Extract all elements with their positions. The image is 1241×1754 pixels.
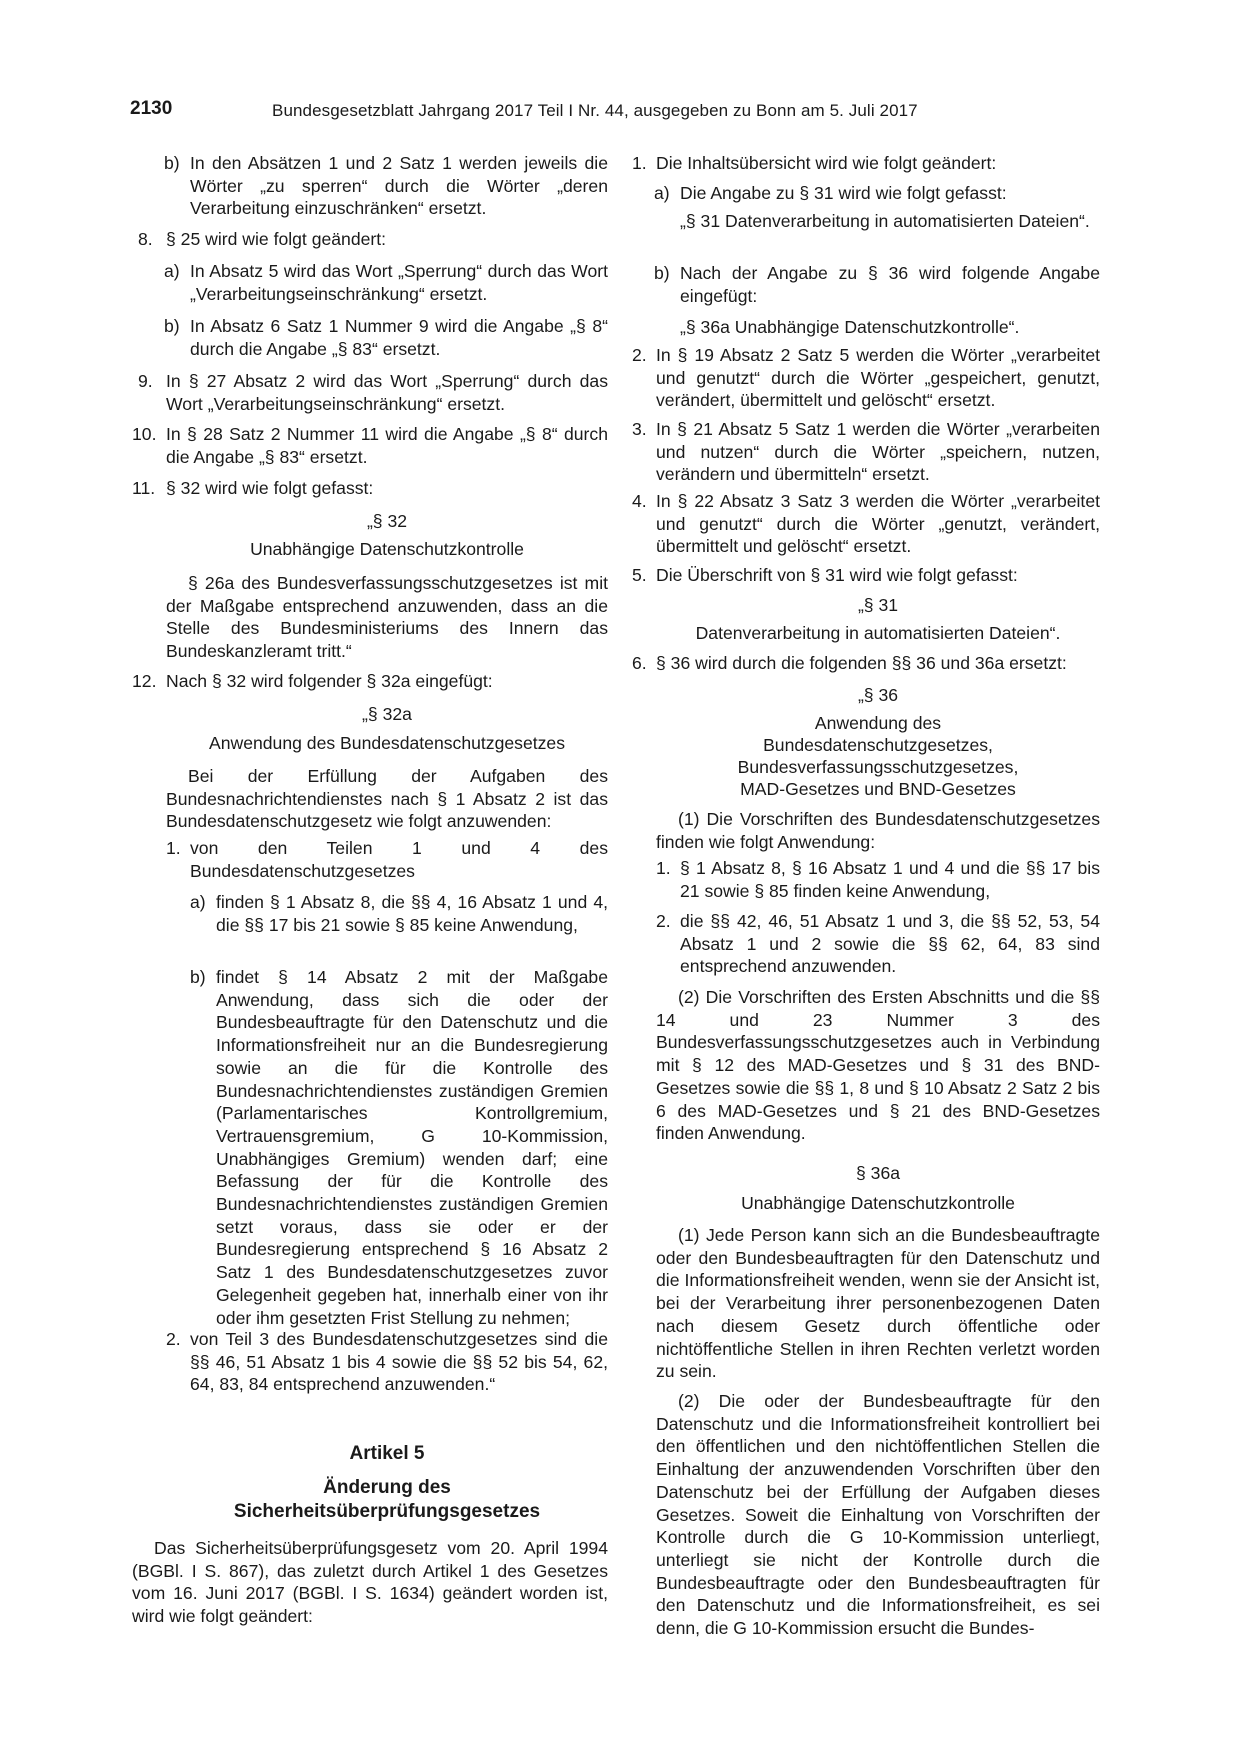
paragraph: § 32 wird wie folgt gefasst: (166, 478, 374, 498)
paragraph: (1) Jede Person kann sich an die Bundesbeauftragte oder den Bundesbeauftragten für den Datenschutz und die Informationsfreiheit wenden, wenn sie der Ansicht ist, bei der Verarbeitung ihrer personenbezogenen Daten nach diesem Gesetz durch öffentliche oder nichtöffentliche Stellen in ihren Rechten verletzt worden zu sein. (656, 1225, 1100, 1382)
list-item: 12. Nach § 32 wird folgender § 32a eingefügt: (132, 671, 493, 691)
paragraph: § 25 wird wie folgt geändert: (166, 229, 387, 249)
paragraph: In § 22 Absatz 3 Satz 3 werden die Wörter „verarbeitet und genutzt“ durch die Wörter „genutzt, verändert, übermittelt und gelöscht“ ersetzt. (656, 491, 1100, 557)
paragraph: Das Sicherheitsüberprüfungsgesetz vom 20. April 1994 (BGBl. I S. 867), das zuletzt durch Artikel 1 des Gesetzes vom 16. Juni 2017 (BGBl. I S. 1634) geändert worden ist, wird wie folgt geändert: (132, 1538, 608, 1627)
list-item: 4. In § 22 Absatz 3 Satz 3 werden die Wörter „verarbeitet und genutzt“ durch die Wörter „genutzt, verändert, übermittelt und gelöscht“ ersetzt. (632, 491, 1100, 557)
article-title: Sicherheitsüberprüfungsgesetzes (233, 1501, 541, 1522)
section-title: Datenverarbeitung in automatisierten Dateien“. (695, 623, 1061, 643)
paragraph: § 1 Absatz 8, § 16 Absatz 1 und 4 und die §§ 17 bis 21 sowie § 85 finden keine Anwendung, (680, 858, 1100, 901)
quoted-entry: „§ 36a Unabhängige Datenschutzkontrolle“. (680, 317, 1020, 337)
paragraph: In Absatz 6 Satz 1 Nummer 9 wird die Angabe „§ 8“ durch die Angabe „§ 83“ ersetzt. (190, 316, 608, 359)
section-title: Anwendung des Bundesdatenschutzgesetzes (208, 733, 566, 753)
list-item: 1. Die Inhaltsübersicht wird wie folgt geändert: (632, 153, 997, 173)
paragraph: die §§ 42, 46, 51 Absatz 1 und 3, die §§ 52, 53, 54 Absatz 1 und 2 sowie die §§ 62, 64, 83 sind entsprechend anzuwenden. (680, 911, 1100, 977)
list-item: 6. § 36 wird durch die folgenden §§ 36 und 36a ersetzt: (632, 653, 1067, 673)
list-item: 1. von den Teilen 1 und 4 des Bundesdatenschutzgesetzes (166, 838, 608, 881)
paragraph: Nach § 32 wird folgender § 32a eingefügt: (166, 671, 493, 691)
list-item: a) finden § 1 Absatz 8, die §§ 4, 16 Absatz 1 und 4, die §§ 17 bis 21 sowie § 85 keine Anwendung, (190, 892, 608, 935)
list-item: b) Nach der Angabe zu § 36 wird folgende Angabe eingefügt: (654, 263, 1100, 306)
article-title: Änderung des (323, 1477, 451, 1498)
paragraph: In § 28 Satz 2 Nummer 11 wird die Angabe „§ 8“ durch die Angabe „§ 83“ ersetzt. (166, 424, 608, 467)
paragraph: von Teil 3 des Bundesdatenschutzgesetzes sind die §§ 46, 51 Absatz 1 bis 4 sowie die §§ 52 bis 54, 62, 64, 83, 84 entsprechend anzuwenden.“ (190, 1329, 608, 1395)
list-item: 10. In § 28 Satz 2 Nummer 11 wird die Angabe „§ 8“ durch die Angabe „§ 83“ ersetzt. (132, 424, 608, 467)
section-number: „§ 31 (857, 595, 899, 615)
list-item: a) Die Angabe zu § 31 wird wie folgt gefasst: (654, 183, 1007, 203)
list-item: b) In Absatz 6 Satz 1 Nummer 9 wird die Angabe „§ 8“ durch die Angabe „§ 83“ ersetzt. (164, 316, 608, 359)
paragraph: finden § 1 Absatz 8, die §§ 4, 16 Absatz 1 und 4, die §§ 17 bis 21 sowie § 85 keine Anwendung, (216, 892, 608, 935)
paragraph: findet § 14 Absatz 2 mit der Maßgabe Anwendung, dass sich die oder der Bundesbeauftragte für den Datenschutz und die Informationsfreiheit nur an die Bundesregierung sowie an die für die Kontrolle des Bundesnachrichtendienstes zuständigen Gremien (Parlamentarisches Kontrollgremium, Vertrauensgremium, G 10-Kommission, Unabhängiges Gremium) wenden darf; eine Befassung der für die Kontrolle des Bundesnachrichtendienstes zuständigen Gremien setzt voraus, dass sie oder er der Bundesregierung entsprechend § 16 Absatz 2 Satz 1 des Bundesdatenschutzgesetzes zuvor Gelegenheit gegeben hat, innerhalb einer von ihr oder ihm gesetzten Frist Stellung zu nehmen; (216, 967, 608, 1328)
paragraph: Die Überschrift von § 31 wird wie folgt gefasst: (656, 565, 1018, 585)
section-title: Bundesverfassungsschutzgesetzes, (737, 757, 1019, 777)
section-number: § 36a (855, 1163, 901, 1183)
list-item: a) In Absatz 5 wird das Wort „Sperrung“ durch das Wort „Verarbeitungseinschränkung“ ersetzt. (164, 261, 608, 304)
paragraph: Die Angabe zu § 31 wird wie folgt gefasst: (680, 183, 1007, 203)
paragraph: In den Absätzen 1 und 2 Satz 1 werden jeweils die Wörter „zu sperren“ durch die Wörter „deren Verarbeitung einzuschränken“ ersetzt. (190, 153, 608, 219)
list-item: 2. von Teil 3 des Bundesdatenschutzgesetzes sind die §§ 46, 51 Absatz 1 bis 4 sowie die §§ 52 bis 54, 62, 64, 83, 84 entsprechend anzuwenden.“ (166, 1329, 608, 1395)
paragraph: (1) Die Vorschriften des Bundesdatenschutzgesetzes finden wie folgt Anwendung: (656, 809, 1100, 852)
paragraph: Bei der Erfüllung der Aufgaben des Bundesnachrichtendienstes nach § 1 Absatz 2 ist das Bundesdatenschutzgesetz wie folgt anzuwenden: (166, 766, 608, 832)
paragraph: Nach der Angabe zu § 36 wird folgende Angabe eingefügt: (680, 263, 1100, 306)
paragraph: (2) Die oder der Bundesbeauftragte für den Datenschutz und die Informationsfreiheit kontrolliert bei den öffentlichen und den nichtöffentlichen Stellen die Einhaltung der anzuwendenden Vorschriften über den Datenschutz bei der Erfüllung der Aufgaben dieses Gesetzes. Soweit die Einhaltung von Vorschriften der Kontrolle durch die G 10-Kommission unterliegt, unterliegt sie nicht der Kontrolle durch die Bundesbeauftragte oder den Bundesbeauftragten für den Datenschutz und die Informationsfreiheit, es sei denn, die G 10-Kommission ersucht die Bundes- (656, 1391, 1100, 1639)
list-item: 2. die §§ 42, 46, 51 Absatz 1 und 3, die §§ 52, 53, 54 Absatz 1 und 2 sowie die §§ 62, 64, 83 sind entsprechend anzuwenden. (656, 911, 1100, 977)
paragraph: Die Inhaltsübersicht wird wie folgt geändert: (656, 153, 997, 173)
quoted-entry: „§ 31 Datenverarbeitung in automatisierten Dateien“. (680, 211, 1090, 231)
list-item: 11. § 32 wird wie folgt gefasst: (132, 478, 374, 498)
paragraph: § 36 wird durch die folgenden §§ 36 und 36a ersetzt: (656, 653, 1067, 673)
list-item: 3. In § 21 Absatz 5 Satz 1 werden die Wörter „verarbeiten und nutzen“ durch die Wörter „speichern, nutzen, verändern und übermitteln“ ersetzt. (632, 419, 1100, 485)
list-item: 2. In § 19 Absatz 2 Satz 5 werden die Wörter „verarbeitet und genutzt“ durch die Wörter „gespeichert, genutzt, verändert, übermittelt und gelöscht“ ersetzt. (632, 345, 1100, 411)
list-item: b) In den Absätzen 1 und 2 Satz 1 werden jeweils die Wörter „zu sperren“ durch die Wörter „deren Verarbeitung einzuschränken“ ersetzt. (164, 153, 608, 219)
article-heading: Artikel 5 (349, 1443, 425, 1464)
section-title: Unabhängige Datenschutzkontrolle (250, 539, 524, 559)
paragraph: von den Teilen 1 und 4 des Bundesdatenschutzgesetzes (190, 838, 608, 881)
page-number: 2130 (130, 98, 173, 119)
section-number: „§ 36 (857, 685, 899, 705)
paragraph: (2) Die Vorschriften des Ersten Abschnitts und die §§ 14 und 23 Nummer 3 des Bundesverfassungsschutzgesetzes auch in Verbindung mit § 12 des MAD-Gesetzes und § 31 des BND-Gesetzes sowie die §§ 1, 8 und § 10 Absatz 2 Satz 2 bis 6 des MAD-Gesetzes und § 21 des BND-Gesetzes finden Anwendung. (656, 987, 1100, 1144)
paragraph: In § 27 Absatz 2 wird das Wort „Sperrung“ durch das Wort „Verarbeitungseinschränkung“ ersetzt. (166, 371, 608, 414)
list-item: 8. § 25 wird wie folgt geändert: (138, 229, 387, 249)
list-item: b) findet § 14 Absatz 2 mit der Maßgabe Anwendung, dass sich die oder der Bundesbeauftragte für den Datenschutz und die Informationsfreiheit nur an die Bundesregierung sowie an die für die Kontrolle des Bundesnachrichtendienstes zuständigen Gremien (Parlamentarisches Kontrollgremium, Vertrauensgremium, G 10-Kommission, Unabhängiges Gremium) wenden darf; eine Befassung der für die Kontrolle des Bundesnachrichtendienstes zuständigen Gremien setzt voraus, dass sie oder er der Bundesregierung entsprechend § 16 Absatz 2 Satz 1 des Bundesdatenschutzgesetzes zuvor Gelegenheit gegeben hat, innerhalb einer von ihr oder ihm gesetzten Frist Stellung zu nehmen; (190, 967, 608, 1328)
list-item: 5. Die Überschrift von § 31 wird wie folgt gefasst: (632, 565, 1018, 585)
paragraph: § 26a des Bundesverfassungsschutzgesetzes ist mit der Maßgabe entsprechend anzuwenden, dass an die Stelle des Bundesministeriums des Innern das Bundeskanzleramt tritt.“ (166, 573, 608, 662)
list-item: 9. In § 27 Absatz 2 wird das Wort „Sperrung“ durch das Wort „Verarbeitungseinschränkung“ ersetzt. (138, 371, 608, 414)
paragraph: In § 21 Absatz 5 Satz 1 werden die Wörter „verarbeiten und nutzen“ durch die Wörter „speichern, nutzen, verändern und übermitteln“ ersetzt. (656, 419, 1100, 485)
paragraph: In § 19 Absatz 2 Satz 5 werden die Wörter „verarbeitet und genutzt“ durch die Wörter „gespeichert, genutzt, verändert, übermittelt und gelöscht“ ersetzt. (656, 345, 1100, 411)
section-number: „§ 32 (366, 511, 408, 531)
section-number: „§ 32a (362, 704, 412, 724)
paragraph: In Absatz 5 wird das Wort „Sperrung“ durch das Wort „Verarbeitungseinschränkung“ ersetzt. (190, 261, 608, 304)
gazette-header: Bundesgesetzblatt Jahrgang 2017 Teil I Nr. 44, ausgegeben zu Bonn am 5. Juli 2017 (272, 101, 918, 120)
section-title: Anwendung des (814, 713, 942, 733)
section-title: Bundesdatenschutzgesetzes, (763, 735, 993, 755)
list-item: 1. § 1 Absatz 8, § 16 Absatz 1 und 4 und die §§ 17 bis 21 sowie § 85 finden keine Anwendung, (656, 858, 1100, 901)
section-title: MAD-Gesetzes und BND-Gesetzes (740, 779, 1016, 799)
section-title: Unabhängige Datenschutzkontrolle (741, 1193, 1015, 1213)
